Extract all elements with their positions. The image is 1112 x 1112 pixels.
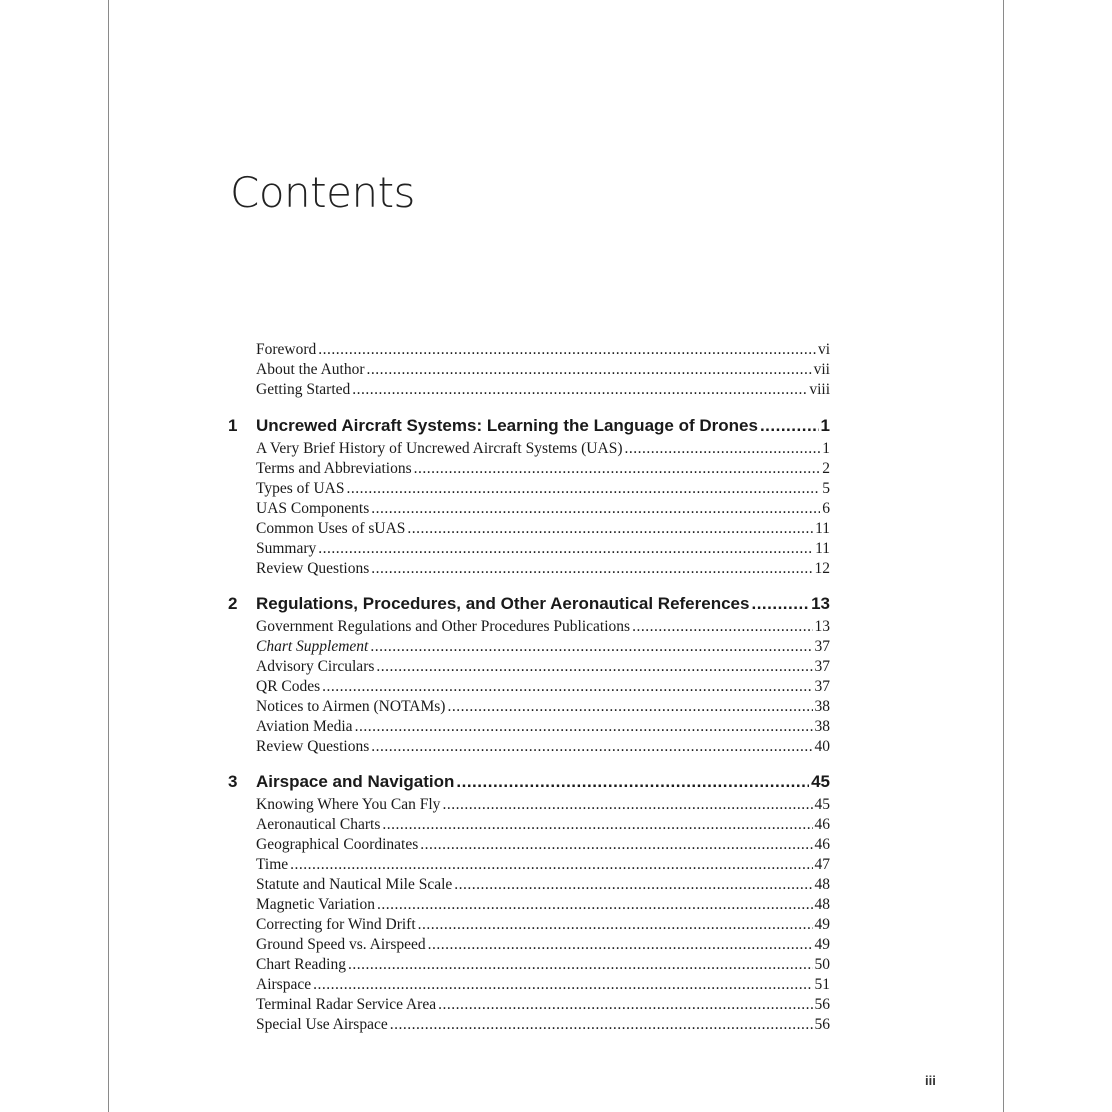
chapter-heading[interactable] (228, 593, 830, 615)
toc-entry-page: 56 (814, 1016, 830, 1033)
toc-entry-page: 48 (814, 876, 830, 893)
chapter-block (228, 593, 830, 757)
toc-entry-page: 11 (815, 540, 830, 557)
dot-leader (390, 1015, 813, 1035)
dot-leader (456, 771, 809, 793)
toc-entry-title: Foreword (256, 341, 317, 358)
dot-leader (346, 479, 820, 499)
dot-leader (428, 935, 813, 955)
chapter-title: Regulations, Procedures, and Other Aeronautical References (256, 594, 750, 613)
toc-entry-page: 51 (814, 976, 830, 993)
dot-leader (322, 677, 812, 697)
dot-leader (751, 593, 809, 615)
toc-entry-page: 2 (822, 460, 830, 477)
dot-leader (632, 617, 812, 637)
dot-leader (290, 855, 812, 875)
toc-entry-page: vii (813, 361, 830, 378)
dot-leader (367, 360, 812, 380)
toc-entry[interactable] (228, 895, 830, 915)
toc-entry-page: 37 (814, 638, 830, 655)
toc-entry-title: QR Codes (256, 678, 321, 695)
toc-entry-title: Government Regulations and Other Procedures Publications (256, 618, 631, 635)
chapter-title: Airspace and Navigation (256, 772, 455, 791)
chapter-heading[interactable] (228, 415, 830, 437)
toc-entry[interactable] (228, 380, 830, 400)
toc-entry-page: 38 (814, 698, 830, 715)
dot-leader (377, 895, 813, 915)
toc-entry-page: 12 (814, 560, 830, 577)
toc-entry-title: A Very Brief History of Uncrewed Aircraft Systems (UAS) (256, 440, 623, 457)
toc-entry[interactable] (228, 637, 830, 657)
toc-entry-page: 40 (814, 738, 830, 755)
toc-entry[interactable] (228, 1015, 830, 1035)
toc-entry-title: Statute and Nautical Mile Scale (256, 876, 453, 893)
toc-entry-page: viii (809, 381, 830, 398)
toc-entry-title: Summary (256, 540, 317, 557)
toc-entry-title: Review Questions (256, 738, 370, 755)
toc-entry-page: 49 (814, 916, 830, 933)
toc-entry[interactable] (228, 439, 830, 459)
toc-entry[interactable] (228, 519, 830, 539)
toc-entry[interactable] (228, 835, 830, 855)
dot-leader (382, 815, 812, 835)
dot-leader (376, 657, 812, 677)
page-title: Contents (230, 168, 415, 217)
chapter-block (228, 415, 830, 579)
toc-entry-page: 5 (822, 480, 830, 497)
toc-entry-page: 1 (822, 440, 830, 457)
toc-entry-title: Geographical Coordinates (256, 836, 419, 853)
dot-leader (371, 499, 820, 519)
toc-entry[interactable] (228, 995, 830, 1015)
toc-entry-title: Notices to Airmen (NOTAMs) (256, 698, 446, 715)
toc-entry-page: 13 (814, 618, 830, 635)
toc-entry-page: 45 (814, 796, 830, 813)
toc-entry-title: Correcting for Wind Drift (256, 916, 416, 933)
toc-entry[interactable] (228, 955, 830, 975)
dot-leader (420, 835, 812, 855)
toc-entry-title: Special Use Airspace (256, 1016, 388, 1033)
toc-entry[interactable] (228, 617, 830, 637)
dot-leader (414, 459, 821, 479)
toc-entry-title: Aeronautical Charts (256, 816, 381, 833)
toc-entry-page: 46 (814, 816, 830, 833)
toc-entry[interactable] (228, 479, 830, 499)
toc-entry-title: Time (256, 856, 289, 873)
toc-entry-page: 56 (814, 996, 830, 1013)
toc-entry[interactable] (228, 975, 830, 995)
toc-entry-title: Chart Supplement (256, 638, 369, 655)
toc-entry[interactable] (228, 815, 830, 835)
toc-entry[interactable] (228, 697, 830, 717)
dot-leader (352, 380, 807, 400)
toc-entry-title: Ground Speed vs. Airspeed (256, 936, 426, 953)
toc-entry-title: Getting Started (256, 381, 351, 398)
toc-entry-title: UAS Components (256, 500, 370, 517)
toc-entry-title: Types of UAS (256, 480, 345, 497)
dot-leader (454, 875, 812, 895)
toc-entry[interactable] (228, 875, 830, 895)
toc-entry[interactable] (228, 657, 830, 677)
chapter-block (228, 771, 830, 1035)
dot-leader (371, 737, 812, 757)
toc-entry-page: 46 (814, 836, 830, 853)
toc-entry-title: Chart Reading (256, 956, 346, 973)
toc-entry[interactable] (228, 717, 830, 737)
toc-entry[interactable] (228, 737, 830, 757)
dot-leader (371, 559, 812, 579)
dot-leader (355, 717, 813, 737)
chapter-page: 13 (811, 594, 830, 613)
chapter-title: Uncrewed Aircraft Systems: Learning the Language of Drones (256, 416, 758, 435)
toc-entry-title: Advisory Circulars (256, 658, 375, 675)
toc-entry[interactable] (228, 935, 830, 955)
table-of-contents (228, 340, 830, 1035)
page-number: iii (925, 1073, 936, 1088)
front-matter-list (228, 340, 830, 400)
toc-entry-page: 6 (822, 500, 830, 517)
toc-entry[interactable] (228, 499, 830, 519)
toc-entry-page: 48 (814, 896, 830, 913)
toc-entry-title: Common Uses of sUAS (256, 520, 406, 537)
dot-leader (407, 519, 813, 539)
toc-entry-title: Aviation Media (256, 718, 353, 735)
dot-leader (318, 539, 813, 559)
chapter-page: 45 (811, 772, 830, 791)
toc-entry-title: Airspace (256, 976, 312, 993)
toc-entry[interactable] (228, 559, 830, 579)
toc-entry-page: vi (817, 341, 830, 358)
dot-leader (418, 915, 813, 935)
toc-entry-title: Knowing Where You Can Fly (256, 796, 441, 813)
toc-entry[interactable] (228, 677, 830, 697)
toc-entry-page: 38 (814, 718, 830, 735)
dot-leader (370, 637, 812, 657)
dot-leader (318, 340, 816, 360)
toc-entry[interactable] (228, 539, 830, 559)
dot-leader (447, 697, 812, 717)
chapter-heading[interactable] (228, 771, 830, 793)
toc-entry-page: 49 (814, 936, 830, 953)
toc-entry-page: 47 (814, 856, 830, 873)
toc-entry-page: 50 (814, 956, 830, 973)
toc-entry[interactable] (228, 360, 830, 380)
toc-entry-title: Magnetic Variation (256, 896, 375, 913)
toc-entry-title: Terminal Radar Service Area (256, 996, 437, 1013)
toc-entry-page: 37 (814, 658, 830, 675)
toc-entry[interactable] (228, 855, 830, 875)
dot-leader (624, 439, 820, 459)
toc-entry-title: Terms and Abbreviations (256, 460, 412, 477)
toc-entry[interactable] (228, 340, 830, 360)
dot-leader (760, 415, 819, 437)
chapter-number: 3 (228, 772, 238, 791)
dot-leader (313, 975, 812, 995)
toc-entry-page: 37 (814, 678, 830, 695)
toc-entry-page: 11 (815, 520, 830, 537)
toc-entry-title: Review Questions (256, 560, 370, 577)
chapter-number: 1 (228, 416, 238, 435)
toc-entry[interactable] (228, 795, 830, 815)
dot-leader (438, 995, 812, 1015)
dot-leader (442, 795, 812, 815)
toc-entry[interactable] (228, 459, 830, 479)
chapter-page: 1 (820, 416, 830, 435)
toc-entry[interactable] (228, 915, 830, 935)
dot-leader (348, 955, 813, 975)
chapter-number: 2 (228, 594, 238, 613)
toc-entry-title: About the Author (256, 361, 365, 378)
